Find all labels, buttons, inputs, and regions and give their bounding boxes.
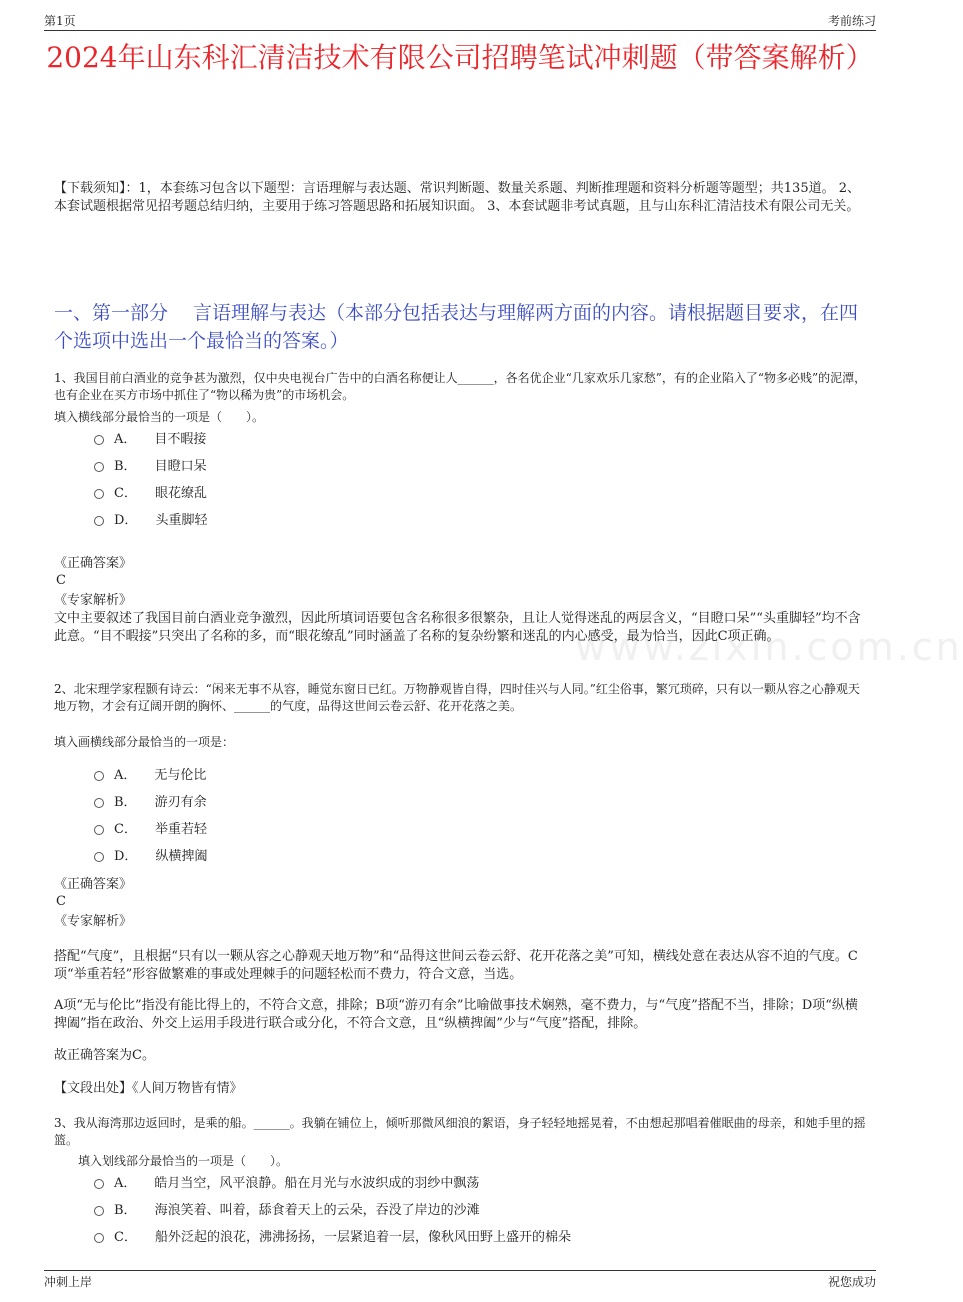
question-3-option-c[interactable]: C． 船外泛起的浪花，沸沸扬扬，一层紧追着一层，像秋风田野上盛开的棉朵 [94,1230,571,1246]
question-2-analysis-p3: 故正确答案为C。 [54,1048,155,1063]
question-1-stem: 1、我国目前白酒业的竞争甚为激烈，仅中央电视台广告中的白酒名称便让人______，各名优企业“几家欢乐几家愁”，有的企业陷入了“物多必贱”的泥潭，也有企业在买方市场中抓住了“物以稀为贵”的市场机会。 [54,371,867,402]
question-1-option-b[interactable]: B． 目瞪口呆 [94,459,207,475]
radio-icon[interactable] [94,825,104,835]
question-1-option-d[interactable]: D． 头重脚轻 [94,513,207,529]
footer-left-label: 冲刺上岸 [44,1275,93,1289]
radio-icon[interactable] [94,852,104,862]
question-2-option-d[interactable]: D． 纵横捭阖 [94,849,207,865]
question-2-analysis-p2: A项“无与伦比”指没有能比得上的，不符合文意，排除；B项“游刃有余”比喻做事技术娴熟，毫不费力，与“气度”搭配不当，排除；D项“纵横捭阖”指在政治、外交上运用手段进行联合或分化，不符合文意，且“纵横捭阖”少与“气度”搭配，排除。 [54,998,858,1031]
question-3-option-a[interactable]: A． 皓月当空，风平浪静。船在月光与水波织成的羽纱中飘荡 [94,1176,479,1192]
document-title: 2024年山东科汇清洁技术有限公司招聘笔试冲刺题（带答案解析） [46,41,874,74]
footer-right-label: 祝您成功 [827,1275,876,1289]
analysis-label: 《专家解析》 [54,914,133,929]
radio-icon[interactable] [94,798,104,808]
question-2-option-c[interactable]: C． 举重若轻 [94,822,207,838]
question-3-stem: 3、我从海湾那边返回时，是乘的船。______。我躺在铺位上，倾听那微风细浪的絮语，身子轻轻地摇晃着，不由想起那唱着催眠曲的母亲，和她手里的摇篮。 [54,1116,866,1147]
question-3-option-b[interactable]: B． 海浪笑着、叫着，舔食着天上的云朵，吞没了岸边的沙滩 [94,1203,480,1219]
section-heading: 一、第一部分 言语理解与表达（本部分包括表达与理解两方面的内容。请根据题目要求，在四个选项中选出一个最恰当的答案。） [54,302,859,352]
radio-icon[interactable] [94,771,104,781]
question-3-prompt: 填入划线部分最恰当的一项是（ ）。 [78,1154,289,1168]
page-header [44,0,876,31]
question-2-stem: 2、北宋理学家程颢有诗云：“闲来无事不从容，睡觉东窗日已红。万物静观皆自得，四时佳兴与人同。”红尘俗事，繁冗琐碎，只有以一颗从容之心静观天地万物，才会有辽阔开朗的胸怀、______的气度，品得这世间云卷云舒、花开花落之美。 [54,682,860,713]
analysis-label: 《专家解析》 [54,593,133,608]
question-1-analysis: 文中主要叙述了我国目前白酒业竞争激烈，因此所填词语要包含名称很多很繁杂，且让人觉得迷乱的两层含义，“目瞪口呆”“头重脚轻”均不含此意。“目不暇接”只突出了名称的多，而“眼花缭乱”同时涵盖了名称的复杂纷繁和迷乱的内心感受，最为恰当，因此C项正确。 [54,611,861,644]
radio-icon[interactable] [94,1179,104,1189]
question-1-answer: C [56,573,66,588]
answer-label: 《正确答案》 [54,556,133,571]
question-1-prompt: 填入横线部分最恰当的一项是（ ）。 [54,410,265,424]
page-number: 第1页 [44,14,76,28]
question-2-analysis-p1: 搭配“气度”，且根据“只有以一颗从容之心静观天地万物”和“品得这世间云卷云舒、花开花落之美”可知，横线处意在表达从容不迫的气度。C项“举重若轻”形容做繁难的事或处理棘手的问题轻松而不费力，符合文意，当选。 [54,949,858,982]
radio-icon[interactable] [94,489,104,499]
watermark: www.zixin.com.cn [575,625,963,669]
question-2-source: 【文段出处】《人间万物皆有情》 [54,1081,243,1096]
question-1-option-c[interactable]: C． 眼花缭乱 [94,486,207,502]
page-footer [44,1270,876,1301]
question-2-prompt: 填入画横线部分最恰当的一项是： [54,735,235,749]
radio-icon[interactable] [94,435,104,445]
header-label: 考前练习 [827,14,876,28]
download-notice: 【下载须知】：1，本套练习包含以下题型：言语理解与表达题、常识判断题、数量关系题、判断推理题和资料分析题等题型；共135道。 2、本套试题根据常见招考题总结归纳，主要用于练习答题思路和拓展知识面。 3、本套试题非考试真题，且与山东科汇清洁技术有限公司无关。 [54,181,860,214]
question-2-option-a[interactable]: A． 无与伦比 [94,768,206,784]
answer-label: 《正确答案》 [54,877,133,892]
radio-icon[interactable] [94,462,104,472]
radio-icon[interactable] [94,516,104,526]
radio-icon[interactable] [94,1206,104,1216]
question-1-option-a[interactable]: A． 目不暇接 [94,432,206,448]
question-2-answer: C [56,894,66,909]
question-2-option-b[interactable]: B． 游刃有余 [94,795,207,811]
radio-icon[interactable] [94,1233,104,1243]
